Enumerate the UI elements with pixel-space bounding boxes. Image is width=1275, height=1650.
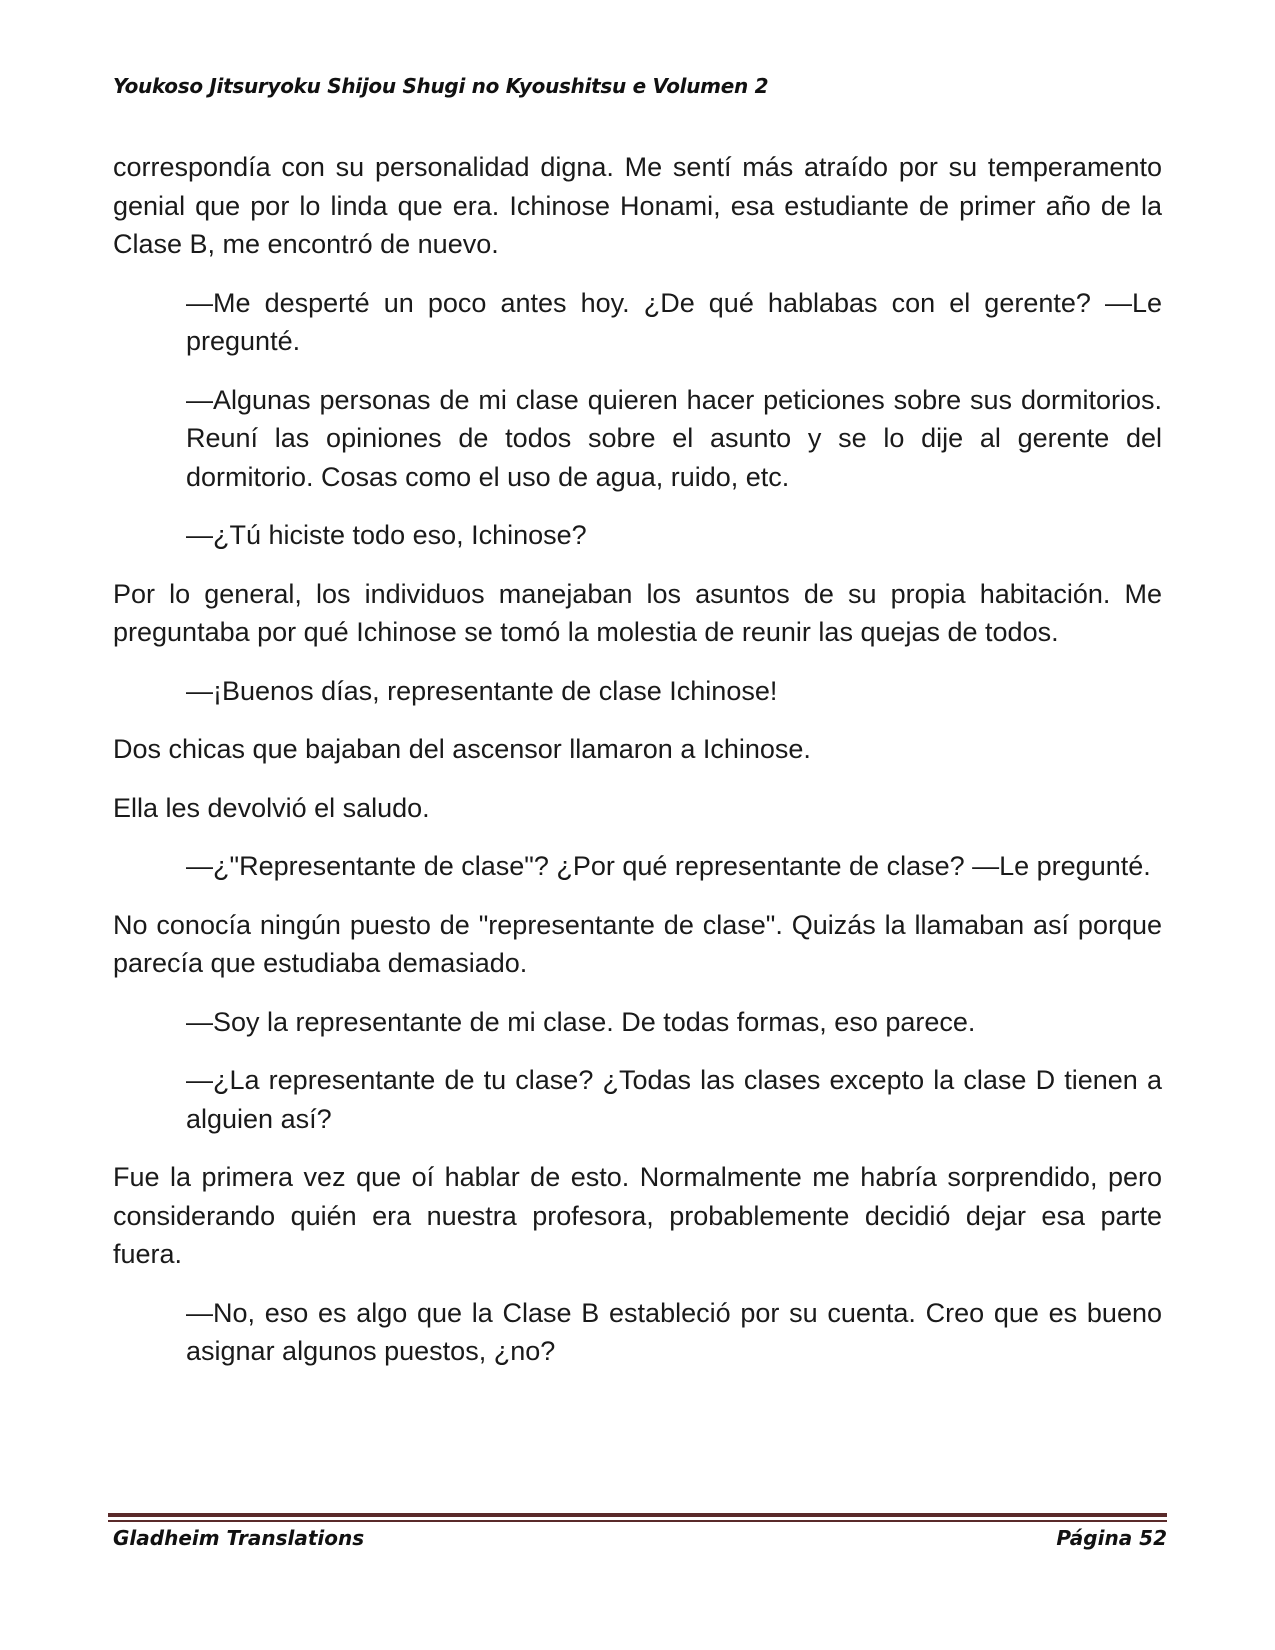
page-body bbox=[113, 148, 1162, 1391]
page-number: Página 52 bbox=[1056, 1526, 1167, 1550]
paragraph: correspondía con su personalidad digna. Me sentí más atraído por su temperamento genial que por lo linda que era. Ichinose Honami, esa estudiante de primer año de la Clase B, me encontró de nuevo. bbox=[113, 152, 1162, 259]
dialogue-paragraph: —¿Tú hiciste todo eso, Ichinose? bbox=[186, 520, 587, 550]
dialogue-paragraph: —¿La representante de tu clase? ¿Todas las clases excepto la clase D tienen a alguien así? bbox=[186, 1065, 1162, 1134]
paragraph: Ella les devolvió el saludo. bbox=[113, 792, 430, 823]
dialogue-paragraph: —¿"Representante de clase"? ¿Por qué representante de clase? —Le pregunté. bbox=[186, 851, 1151, 881]
dialogue-paragraph: —Algunas personas de mi clase quieren hacer peticiones sobre sus dormitorios. Reuní las opiniones de todos sobre el asunto y se lo dije al gerente del dormitorio. Cosas como el uso de agua, ruido, etc. bbox=[186, 384, 1162, 492]
paragraph: No conocía ningún puesto de "representante de clase". Quizás la llamaban así porque parecía que estudiaba demasiado. bbox=[113, 909, 1162, 978]
dialogue-paragraph: —Soy la representante de mi clase. De todas formas, eso parece. bbox=[186, 1006, 976, 1037]
running-header: Youkoso Jitsuryoku Shijou Shugi no Kyoushitsu e Volumen 2 bbox=[113, 74, 769, 98]
footer-publisher: Gladheim Translations bbox=[113, 1526, 365, 1550]
paragraph: Por lo general, los individuos manejaban los asuntos de su propia habitación. Me preguntaba por qué Ichinose se tomó la molestia de reunir las quejas de todos. bbox=[113, 578, 1162, 647]
dialogue-paragraph: —¡Buenos días, representante de clase Ichinose! bbox=[186, 675, 778, 706]
dialogue-paragraph: —Me desperté un poco antes hoy. ¿De qué hablabas con el gerente? —Le pregunté. bbox=[186, 287, 1162, 356]
paragraph: Fue la primera vez que oí hablar de esto. Normalmente me habría sorprendido, pero considerando quién era nuestra profesora, probablemente decidió dejar esa parte fuera. bbox=[113, 1162, 1162, 1269]
dialogue-paragraph: —No, eso es algo que la Clase B estableció por su cuenta. Creo que es bueno asignar algunos puestos, ¿no? bbox=[186, 1297, 1162, 1366]
paragraph: Dos chicas que bajaban del ascensor llamaron a Ichinose. bbox=[113, 734, 811, 764]
